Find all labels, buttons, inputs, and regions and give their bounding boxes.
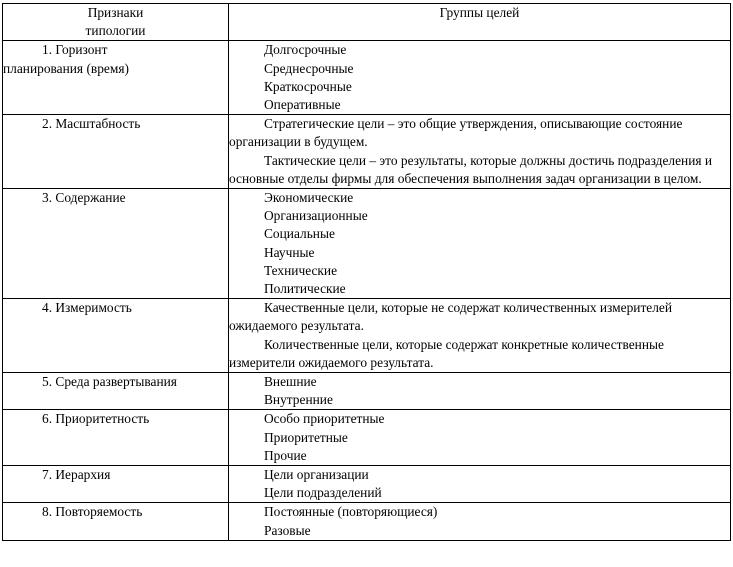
goal-item: Среднесрочные	[264, 60, 354, 76]
goal-item: Научные	[264, 244, 315, 260]
feature-label: 2. Масштабность	[42, 116, 141, 132]
table-row	[3, 503, 731, 540]
table-row	[3, 410, 731, 466]
header-features-line2: типологии	[85, 23, 146, 39]
header-row	[3, 4, 731, 41]
feature-label: 3. Содержание	[42, 190, 126, 206]
table-row	[3, 115, 731, 189]
goal-item: Технические	[264, 262, 338, 278]
goal-groups-cell	[229, 466, 731, 503]
header-features	[3, 4, 229, 41]
feature-label: 4. Измеримость	[42, 300, 132, 316]
feature-cell	[3, 41, 229, 115]
goal-groups-cell	[229, 115, 731, 189]
feature-label: 8. Повторяемость	[42, 504, 143, 520]
table-row	[3, 189, 731, 299]
goal-item: Экономические	[264, 190, 354, 206]
goal-paragraph: Тактические цели – это результаты, которые должны достичь подразделения и основные отделы фирмы для обеспечения выполнения задач организации в целом.	[229, 152, 713, 186]
feature-label: 7. Иерархия	[42, 467, 111, 483]
goal-groups-cell	[229, 189, 731, 299]
feature-cell	[3, 410, 229, 466]
goal-item: Социальные	[264, 226, 335, 242]
feature-label-line2: планирования (время)	[3, 60, 129, 76]
feature-label: 6. Приоритетность	[42, 411, 150, 427]
goal-groups-cell	[229, 503, 731, 540]
feature-cell	[3, 299, 229, 373]
goal-groups-cell	[229, 373, 731, 410]
feature-cell	[3, 115, 229, 189]
typology-table	[2, 3, 731, 541]
feature-cell	[3, 373, 229, 410]
goal-item: Оперативные	[264, 97, 341, 113]
goal-paragraph: Количественные цели, которые содержат конкретные количественные измерители ожидаемого результата.	[229, 336, 664, 370]
header-features-line1: Признаки	[87, 5, 144, 20]
feature-cell	[3, 503, 229, 540]
goal-paragraph: Стратегические цели – это общие утверждения, описывающие состояние организации в будущем.	[229, 116, 683, 150]
goal-item: Разовые	[264, 522, 311, 538]
goal-item: Долгосрочные	[264, 42, 347, 58]
goal-item: Особо приоритетные	[264, 411, 385, 427]
feature-label: 5. Среда развертывания	[42, 374, 177, 390]
goal-groups-cell	[229, 41, 731, 115]
feature-label-line1: 1. Горизонт	[42, 42, 108, 58]
goal-item: Внутренние	[264, 392, 333, 408]
goal-item: Цели организации	[264, 467, 369, 483]
table-row	[3, 466, 731, 503]
goal-item: Прочие	[264, 447, 307, 463]
goal-item: Цели подразделений	[264, 485, 382, 501]
goal-groups-cell	[229, 410, 731, 466]
feature-cell	[3, 189, 229, 299]
feature-cell	[3, 466, 229, 503]
goal-item: Политические	[264, 281, 346, 297]
goal-groups-cell	[229, 299, 731, 373]
goal-item: Краткосрочные	[264, 78, 352, 94]
table-row	[3, 373, 731, 410]
table-row	[3, 299, 731, 373]
goal-item: Организационные	[264, 208, 368, 224]
goal-item: Внешние	[264, 374, 317, 390]
goal-item: Приоритетные	[264, 429, 348, 445]
goal-paragraph: Качественные цели, которые не содержат количественных измерителей ожидаемого результата.	[229, 300, 673, 334]
table-row	[3, 41, 731, 115]
header-goal-groups: Группы целей	[229, 4, 731, 41]
goal-item: Постоянные (повторяющиеся)	[264, 504, 438, 520]
